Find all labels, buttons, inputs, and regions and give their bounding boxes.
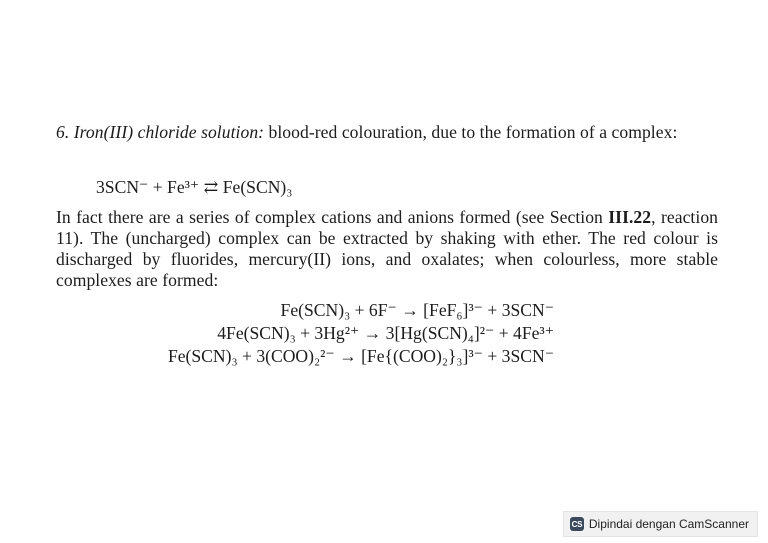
equation-oxalate: Fe(SCN)₃ + 3(COO)₂²⁻ → [Fe{(COO)₂}₃]³⁻ + 3SCN⁻: [167, 346, 554, 366]
item-paragraph: [56, 122, 718, 143]
camscanner-logo-icon: CS: [570, 517, 584, 531]
camscanner-watermark: [563, 511, 758, 537]
item-number: 6.: [56, 122, 70, 142]
item-description: blood-red colouration, due to the formation of a complex:: [264, 122, 678, 142]
reagent-name: Iron(III) chloride solution:: [73, 122, 265, 142]
section-reference: III.22: [608, 207, 652, 227]
equation-main: 3SCN⁻ + Fe³⁺ ⇄ Fe(SCN)₃: [96, 177, 293, 197]
explanation-rest: , reaction 11). The (uncharged) complex can be extracted by shaking with ether. The red colour is discharged by fluorides, mercury(II) ions, and oxalates; when colourless, more stable complexes are formed:: [56, 207, 719, 290]
equation-fluoride: Fe(SCN)₃ + 6F⁻ → [FeF₆]³⁻ + 3SCN⁻: [280, 300, 554, 320]
equation-block: [168, 299, 554, 368]
watermark-label: Dipindai dengan CamScanner: [588, 517, 749, 531]
explanation-intro: In fact there are a series of complex cations and anions formed (see Section: [56, 207, 609, 227]
explanation-paragraph: [56, 207, 718, 291]
equation-mercury: 4Fe(SCN)₃ + 3Hg²⁺ → 3[Hg(SCN)₄]²⁻ + 4Fe³⁺: [217, 323, 554, 343]
